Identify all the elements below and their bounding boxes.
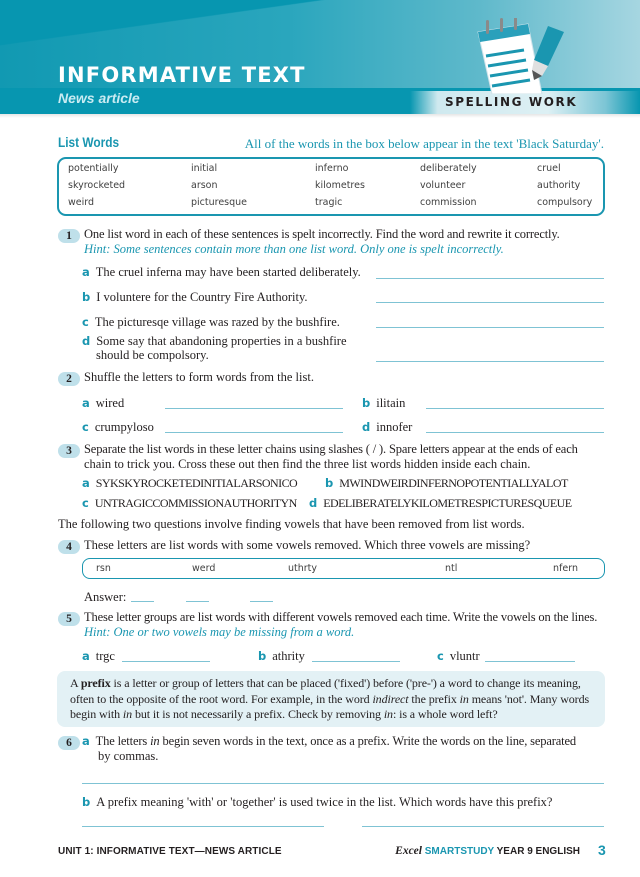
- question-number-badge: 4: [58, 540, 80, 554]
- vowel-word: werd: [192, 563, 216, 574]
- item-text: I voluntere for the Country Fire Authority.: [96, 290, 308, 304]
- list-word: skyrocketed: [68, 180, 126, 191]
- question-4-prompt: These letters are list words with some vowels removed. Which three vowels are missing?: [84, 538, 531, 552]
- question-5-prompt: These letter groups are list words with different vowels removed each time. Write the vowels on the lines.: [84, 610, 598, 624]
- item-text: vluntr: [449, 649, 480, 663]
- question-1-item-c: [82, 315, 340, 330]
- chain-text: MWINDWEIRDINFERNOPOTENTIALLYALOT: [339, 476, 568, 490]
- answer-line[interactable]: [426, 408, 604, 409]
- answer-line[interactable]: [131, 601, 154, 602]
- chain-text: UNTRAGICCOMMISSIONAUTHORITYN: [94, 496, 297, 510]
- list-word: weird: [68, 197, 95, 208]
- item-letter: b: [82, 795, 91, 809]
- item-letter: a: [82, 476, 90, 490]
- vowel-word: ntl: [445, 563, 458, 574]
- answer-line[interactable]: [82, 783, 604, 784]
- question-1-item-b: [82, 290, 308, 305]
- question-2-prompt: Shuffle the letters to form words from the list.: [84, 370, 314, 384]
- question-5-item-c: [437, 649, 480, 664]
- answer-line[interactable]: [376, 327, 604, 328]
- answer-line[interactable]: [165, 432, 343, 433]
- item-text: trgc: [95, 649, 115, 663]
- item-text: Some say that abandoning properties in a bushfire: [96, 334, 347, 348]
- item-text: ilitain: [376, 396, 406, 410]
- question-2-item-d: [362, 420, 412, 435]
- item-letter: d: [309, 496, 318, 510]
- question-number-badge: 6: [58, 736, 80, 750]
- answer-line[interactable]: [362, 826, 604, 827]
- vowel-word: rsn: [96, 563, 111, 574]
- question-5-hint: Hint: One or two vowels may be missing from a word.: [84, 625, 355, 639]
- answer-line[interactable]: [426, 432, 604, 433]
- vowel-word: uthrty: [288, 563, 318, 574]
- list-words-title: List Words: [58, 135, 120, 150]
- page-number: 3: [598, 842, 606, 858]
- list-word: arson: [191, 180, 218, 191]
- question-number-badge: 3: [58, 444, 80, 458]
- item-letter: a: [82, 396, 90, 410]
- vowel-words-box: [82, 558, 605, 579]
- question-6a-prompt-cont: by commas.: [98, 749, 159, 763]
- question-number-badge: 1: [58, 229, 80, 243]
- section-label: SPELLING WORK: [445, 95, 578, 109]
- list-word: picturesque: [191, 197, 248, 208]
- answer-line[interactable]: [82, 826, 324, 827]
- item-letter: b: [325, 476, 334, 490]
- answer-line[interactable]: [376, 302, 604, 303]
- list-word: kilometres: [315, 180, 365, 191]
- brand-year: YEAR 9 ENGLISH: [496, 846, 580, 857]
- answer-line[interactable]: [485, 661, 575, 662]
- item-text: wired: [95, 396, 125, 410]
- answer-line[interactable]: [165, 408, 343, 409]
- question-1-item-d: [82, 334, 347, 349]
- letter-chain-c[interactable]: [82, 496, 304, 511]
- brand-smartstudy: SMARTSTUDY: [424, 846, 495, 857]
- answer-line[interactable]: [122, 661, 210, 662]
- list-word: cruel: [537, 163, 561, 174]
- list-word: inferno: [315, 163, 349, 174]
- question-3-prompt-line1: Separate the list words in these letter chains using slashes ( / ). Spare letters appear at the ends of each: [84, 442, 578, 456]
- answer-line[interactable]: [250, 601, 273, 602]
- letter-chain-d[interactable]: [309, 496, 615, 511]
- question-6b-prompt: b A prefix meaning 'with' or 'together' is used twice in the list. Which words have this prefix?: [82, 795, 553, 809]
- list-word: commission: [420, 197, 477, 208]
- question-number-badge: 5: [58, 612, 80, 626]
- prefix-info-text: A prefix is a letter or group of letters that can be placed ('fixed') before ('pre-') a word to change its meaning, often to the opposite of the root word. For example, in the word indirect the prefix in means 'not'. Many words begin with in but it is not necessarily a prefix. Check by removing in: is a whole word left?: [70, 676, 590, 721]
- question-1-item-a: [82, 265, 361, 280]
- question-5-item-b: [258, 649, 305, 664]
- question-number-badge: 2: [58, 372, 80, 386]
- page-title: INFORMATIVE TEXT: [58, 63, 306, 87]
- item-letter: b: [258, 649, 267, 663]
- item-letter: b: [362, 396, 371, 410]
- question-1-prompt: One list word in each of these sentences is spelt incorrectly. Find the word and rewrite it correctly.: [84, 227, 560, 241]
- chain-text: EDELIBERATELYKILOMETRESPICTURESQUEUE: [323, 496, 572, 510]
- item-letter: a: [82, 265, 90, 279]
- question-6a-prompt: a The letters in begin seven words in the text, once as a prefix. Write the words on the line, separated: [82, 734, 576, 748]
- item-text: innofer: [376, 420, 413, 434]
- item-letter: d: [362, 420, 371, 434]
- chain-text: SYKSKYROCKETEDINITIALARSONICO: [95, 476, 298, 490]
- page-header: [0, 0, 640, 114]
- list-word: volunteer: [420, 180, 466, 191]
- list-word: authority: [537, 180, 581, 191]
- answer-line[interactable]: [186, 601, 209, 602]
- answer-line[interactable]: [376, 278, 604, 279]
- question-2-item-c: [82, 420, 154, 435]
- question-1-hint: Hint: Some sentences contain more than one list word. Only one is spelt incorrectly.: [84, 242, 504, 256]
- page-subtitle: News article: [58, 90, 140, 106]
- vowel-intro: The following two questions involve finding vowels that have been removed from list words.: [58, 517, 525, 531]
- list-word: potentially: [68, 163, 119, 174]
- item-letter: a: [82, 649, 90, 663]
- list-word: tragic: [315, 197, 343, 208]
- item-letter: c: [82, 496, 89, 510]
- vowel-word: nfern: [553, 563, 578, 574]
- letter-chain-a[interactable]: [82, 476, 318, 491]
- item-text: athrity: [272, 649, 305, 663]
- footer-unit-label: UNIT 1: INFORMATIVE TEXT—NEWS ARTICLE: [58, 846, 282, 857]
- list-word: deliberately: [420, 163, 477, 174]
- item-letter: c: [82, 315, 89, 329]
- brand-excel: Excel: [395, 845, 422, 857]
- list-word: compulsory: [537, 197, 593, 208]
- item-text: The picturesqe village was razed by the bushfire.: [94, 315, 340, 329]
- item-letter: c: [82, 420, 89, 434]
- question-2-item-a: [82, 396, 124, 411]
- notepad-highlighter-icon: [470, 18, 580, 94]
- header-shadow: [0, 114, 640, 118]
- answer-line[interactable]: [376, 361, 604, 362]
- question-3-prompt-line2: chain to trick you. Cross these out then find the three list words hidden inside each chain.: [84, 457, 531, 471]
- question-1-item-d-cont: should be compolsory.: [96, 348, 209, 362]
- question-5-item-a: [82, 649, 115, 664]
- letter-chain-b[interactable]: [325, 476, 615, 491]
- list-words-note: All of the words in the box below appear in the text 'Black Saturday'.: [244, 136, 604, 151]
- item-letter: c: [437, 649, 444, 663]
- item-letter: a: [82, 734, 90, 748]
- answer-line[interactable]: [312, 661, 400, 662]
- item-letter: b: [82, 290, 91, 304]
- item-text: The cruel inferna may have been started deliberately.: [95, 265, 361, 279]
- item-letter: d: [82, 334, 91, 348]
- item-text: crumpyloso: [94, 420, 154, 434]
- prefix-term: prefix: [80, 676, 111, 690]
- footer-brand: [395, 845, 580, 857]
- answer-label: Answer:: [84, 590, 127, 604]
- list-word: initial: [191, 163, 218, 174]
- question-2-item-b: [362, 396, 405, 411]
